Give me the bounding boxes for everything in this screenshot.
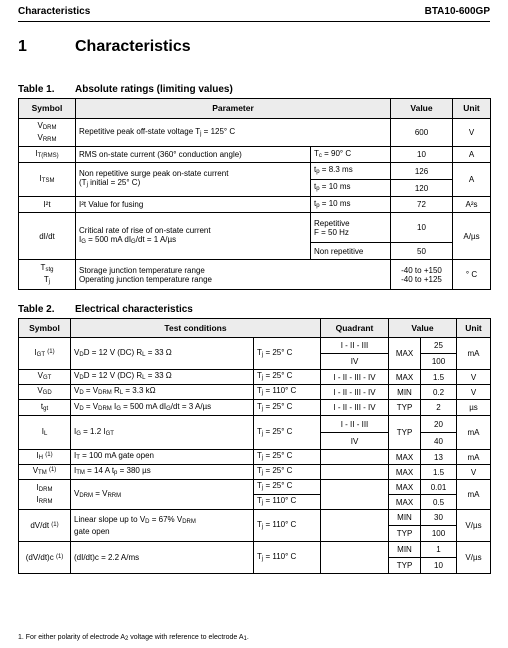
col-symbol: Symbol <box>19 99 76 119</box>
col-quadrant: Quadrant <box>321 319 389 338</box>
table2-electrical-characteristics <box>18 318 491 574</box>
tj-cell: $T_j = 110^\circ$ C <box>254 495 321 510</box>
value-cell: 1.5 <box>421 465 457 480</box>
symbol-cell: I²t <box>19 197 76 213</box>
table-row <box>19 385 491 400</box>
value-cell: 100 <box>421 354 457 370</box>
parameter-cell: Repetitive peak off-state voltage $T_j = 125^\circ$ C <box>76 119 391 147</box>
condition-cell: $I_{TM} = 14$ A $t_p = 380$ µs <box>71 465 254 480</box>
quadrant-cell: I - II - III - IV <box>321 370 389 385</box>
minmax-cell: MIN <box>389 510 421 526</box>
value-cell: 25 <box>421 338 457 354</box>
unit-cell: µs <box>457 400 491 416</box>
table2-header-row <box>19 319 491 338</box>
col-parameter: Parameter <box>76 99 391 119</box>
unit-cell: V <box>457 385 491 400</box>
value-cell: 20 <box>421 416 457 433</box>
value-cell: 13 <box>421 450 457 465</box>
symbol-cell: $T_{stg}$ $T_j$ <box>19 260 76 290</box>
unit-cell: A²s <box>453 197 491 213</box>
value-cell: 10 <box>421 558 457 574</box>
unit-cell: V/µs <box>457 510 491 542</box>
minmax-cell: MIN <box>389 542 421 558</box>
unit-cell: A/µs <box>453 213 491 260</box>
unit-cell: V/µs <box>457 542 491 574</box>
page-header <box>18 6 490 22</box>
value-cell: 600 <box>391 119 453 147</box>
unit-cell: mA <box>457 416 491 450</box>
value-cell: 100 <box>421 526 457 542</box>
table1-header-row <box>19 99 491 119</box>
col-value: Value <box>391 99 453 119</box>
value-cell: 50 <box>391 243 453 260</box>
quadrant-cell <box>321 480 389 510</box>
quadrant-cell: IV <box>321 354 389 370</box>
condition-cell: $V_DD = 12$ V (DC) $R_L = 33$ Ω <box>71 370 254 385</box>
tj-cell: $T_j = 110^\circ$ C <box>254 542 321 574</box>
symbol-cell: $I_L$ <box>19 416 71 450</box>
parameter-cell: I²t Value for fusing <box>76 197 311 213</box>
symbol-cell: $V_{TM}$ $^{(1)}$ <box>19 465 71 480</box>
parameter-cell: RMS on-state current (360° conduction angle) <box>76 147 311 163</box>
condition-cell: $t_p = 8.3$ ms <box>311 163 391 180</box>
value-cell: 1.5 <box>421 370 457 385</box>
value-cell: 72 <box>391 197 453 213</box>
col-symbol: Symbol <box>19 319 71 338</box>
condition-cell: $I_T = 100$ mA gate open <box>71 450 254 465</box>
parameter-cell: Storage junction temperature range Operating junction temperature range <box>76 260 391 290</box>
section-heading <box>18 38 191 56</box>
header-left: Characteristics <box>18 6 91 17</box>
quadrant-cell: I - II - III <box>321 338 389 354</box>
symbol-cell: $I_{DRM}$ $I_{RRM}$ <box>19 480 71 510</box>
section-title: Characteristics <box>75 38 191 55</box>
minmax-cell: TYP <box>389 526 421 542</box>
quadrant-cell: IV <box>321 433 389 450</box>
value-cell: 0.5 <box>421 495 457 510</box>
col-unit: Unit <box>457 319 491 338</box>
symbol-cell: dV/dt $^{(1)}$ <box>19 510 71 542</box>
table-row <box>19 450 491 465</box>
tj-cell: $T_j = 25^\circ$ C <box>254 416 321 450</box>
tj-cell: $T_j = 25^\circ$ C <box>254 480 321 495</box>
unit-cell: V <box>457 465 491 480</box>
value-cell: 30 <box>421 510 457 526</box>
table2-caption: Table 2. Electrical characteristics <box>18 304 193 315</box>
condition-cell: $V_DD = 12$ V (DC) $R_L = 33$ Ω <box>71 338 254 370</box>
symbol-cell: $t_{gt}$ <box>19 400 71 416</box>
value-cell: 1 <box>421 542 457 558</box>
symbol-cell: $I_H$ $^{(1)}$ <box>19 450 71 465</box>
table-row <box>19 260 491 290</box>
minmax-cell: MAX <box>389 480 421 495</box>
minmax-cell: MAX <box>389 450 421 465</box>
symbol-cell: $I_{T(RMS)}$ <box>19 147 76 163</box>
table-row <box>19 370 491 385</box>
symbol-cell: (dV/dt)c $^{(1)}$ <box>19 542 71 574</box>
unit-cell: mA <box>457 450 491 465</box>
condition-cell: $T_c = 90^\circ$ C <box>311 147 391 163</box>
parameter-cell: Non repetitive surge peak on-state current ($T_j$ initial = 25° C) <box>76 163 311 197</box>
table-row <box>19 542 491 558</box>
symbol-cell: $I_{GT}$ $^{(1)}$ <box>19 338 71 370</box>
condition-cell: (dI/dt)c = 2.2 A/ms <box>71 542 254 574</box>
table-row <box>19 119 491 147</box>
value-cell: 40 <box>421 433 457 450</box>
col-unit: Unit <box>453 99 491 119</box>
value-cell: 0.01 <box>421 480 457 495</box>
tj-cell: $T_j = 25^\circ$ C <box>254 450 321 465</box>
table-row <box>19 510 491 526</box>
col-value: Value <box>389 319 457 338</box>
quadrant-cell: I - II - III - IV <box>321 385 389 400</box>
unit-cell: ° C <box>453 260 491 290</box>
table-row <box>19 416 491 433</box>
value-cell: 120 <box>391 180 453 197</box>
table-row <box>19 147 491 163</box>
minmax-cell: TYP <box>389 558 421 574</box>
condition-cell: $V_D = V_{DRM}$ $R_L = 3.3$ kΩ <box>71 385 254 400</box>
tj-cell: $T_j = 25^\circ$ C <box>254 338 321 370</box>
quadrant-cell: I - II - III <box>321 416 389 433</box>
minmax-cell: MAX <box>389 465 421 480</box>
condition-cell: Linear slope up to $V_D = 67\%$ $V_{DRM}$ gate open <box>71 510 254 542</box>
table1-absolute-ratings <box>18 98 491 290</box>
quadrant-cell <box>321 465 389 480</box>
condition-cell: Non repetitive <box>311 243 391 260</box>
minmax-cell: MAX <box>389 370 421 385</box>
tj-cell: $T_j = 25^\circ$ C <box>254 370 321 385</box>
table-row <box>19 338 491 354</box>
value-cell: 0.2 <box>421 385 457 400</box>
unit-cell: V <box>457 370 491 385</box>
tj-cell: $T_j = 110^\circ$ C <box>254 510 321 542</box>
table-row <box>19 163 491 180</box>
minmax-cell: MAX <box>389 495 421 510</box>
header-rule <box>18 21 490 22</box>
symbol-cell: $V_{GT}$ <box>19 370 71 385</box>
minmax-cell: MAX <box>389 338 421 370</box>
tj-cell: $T_j = 110^\circ$ C <box>254 385 321 400</box>
footnote: 1. For either polarity of electrode $A_2$ voltage with reference to electrode $A_1$. <box>18 634 249 642</box>
parameter-cell: Critical rate of rise of on-state current $I_G = 500$ mA $dI_G/dt = 1$ A/µs <box>76 213 311 260</box>
table-row <box>19 197 491 213</box>
table1-caption: Table 1. Absolute ratings (limiting values) <box>18 84 233 95</box>
value-cell: 10 <box>391 213 453 243</box>
quadrant-cell <box>321 450 389 465</box>
value-cell: 10 <box>391 147 453 163</box>
symbol-cell: $V_{GD}$ <box>19 385 71 400</box>
table-row <box>19 400 491 416</box>
condition-cell: $I_G = 1.2$ $I_{GT}$ <box>71 416 254 450</box>
table-row <box>19 213 491 243</box>
condition-cell: $V_D = V_{DRM}$ $I_G = 500$ mA $dI_G/dt = 3$ A/µs <box>71 400 254 416</box>
table-row <box>19 480 491 495</box>
unit-cell: mA <box>457 338 491 370</box>
symbol-cell: $I_{TSM}$ <box>19 163 76 197</box>
col-test-conditions: Test conditions <box>71 319 321 338</box>
condition-cell: $V_{DRM} = V_{RRM}$ <box>71 480 254 510</box>
condition-cell: $t_p = 10$ ms <box>311 180 391 197</box>
value-cell: 2 <box>421 400 457 416</box>
minmax-cell: TYP <box>389 400 421 416</box>
minmax-cell: MIN <box>389 385 421 400</box>
header-right: BTA10-600GP <box>424 6 490 17</box>
tj-cell: $T_j = 25^\circ$ C <box>254 400 321 416</box>
section-number: 1 <box>18 38 27 55</box>
unit-cell: V <box>453 119 491 147</box>
unit-cell: A <box>453 163 491 197</box>
table-row <box>19 465 491 480</box>
condition-cell: $t_p = 10$ ms <box>311 197 391 213</box>
value-cell: -40 to +150 -40 to +125 <box>391 260 453 290</box>
quadrant-cell <box>321 542 389 574</box>
value-cell: 126 <box>391 163 453 180</box>
tj-cell: $T_j = 25^\circ$ C <box>254 465 321 480</box>
symbol-cell: dI/dt <box>19 213 76 260</box>
quadrant-cell <box>321 510 389 542</box>
unit-cell: mA <box>457 480 491 510</box>
quadrant-cell: I - II - III - IV <box>321 400 389 416</box>
condition-cell: Repetitive F = 50 Hz <box>311 213 391 243</box>
minmax-cell: TYP <box>389 416 421 450</box>
symbol-cell: $V_{DRM}$ $V_{RRM}$ <box>19 119 76 147</box>
unit-cell: A <box>453 147 491 163</box>
